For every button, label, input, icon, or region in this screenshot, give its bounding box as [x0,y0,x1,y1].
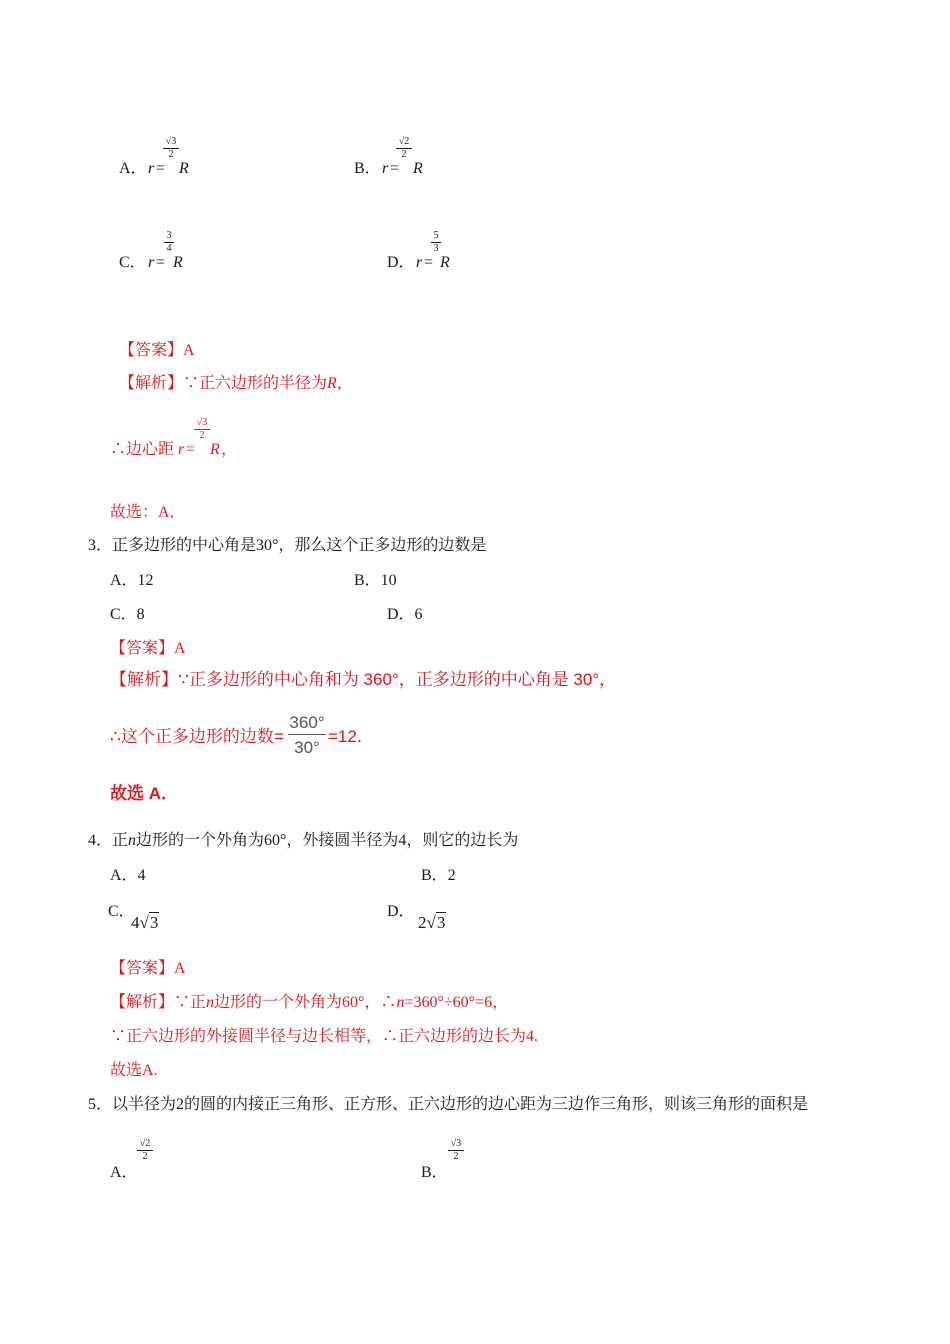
q4-analysis-line1: 【解析】∵正n边形的一个外角为60°，∴n=360°÷60°=6， [110,994,509,1011]
var-r: r [382,160,389,177]
analysis-label: 【解析】 [110,994,175,1011]
q3-answer: 【答案】A [110,640,186,657]
option-letter: B． [354,160,381,177]
fraction: √3 2 [448,1139,464,1162]
q3-option-d[interactable]: D．6 [387,606,423,623]
q2-conclusion: 故选：A． [110,504,186,521]
option-letter: A． [110,1164,138,1181]
fraction: 5 3 [431,231,441,254]
q2-analysis-line1: 【解析】∵正六边形的半径为R， [119,375,353,392]
option-letter: D． [387,903,415,920]
q3-conclusion: 故选 A． [110,784,178,803]
q3-option-a[interactable]: A．12 [110,572,154,589]
var-r: r [416,254,423,271]
fraction: 3 4 [164,231,174,254]
var-r: r [148,160,155,177]
fraction: √2 2 [137,1139,153,1162]
option-letter: C． [108,903,135,920]
fraction: √3 2 [194,418,210,441]
equals: = [156,254,166,271]
fraction: √2 2 [396,137,412,160]
q3-option-c[interactable]: C．8 [110,606,145,623]
q4-stem: 4．正n边形的一个外角为60°，外接圆半径为4，则它的边长为 [88,832,519,849]
q5-stem: 5．以半径为2的圆的内接正三角形、正方形、正六边形的边心距为三边作三角形，则该三角形的面积是 [88,1096,809,1113]
q4-conclusion: 故选A. [110,1062,158,1079]
equals: = [390,160,400,177]
q4-option-a[interactable]: A．4 [110,867,146,884]
q3-stem: 3．正多边形的中心角是30°，那么这个正多边形的边数是 [88,537,487,554]
radical-expression: 2√3 [418,913,446,932]
option-letter: D． [387,254,415,271]
q4-option-b[interactable]: B．2 [421,867,456,884]
q3-analysis-line1: 【解析】∵正多边形的中心角和为 360°，正多边形的中心角是 30°， [110,670,617,689]
option-letter: B． [421,1164,448,1181]
var-R: R [179,160,189,177]
var-R: R [413,160,423,177]
option-letter: C． [119,254,146,271]
radical-expression: 4√3 [131,913,159,932]
analysis-label: 【解析】 [119,375,184,392]
var-r: r [148,254,155,271]
q3-option-b[interactable]: B．10 [354,572,397,589]
q2-answer: 【答案】A [119,342,195,359]
q4-analysis-line2: ∵正六边形的外接圆半径与边长相等，∴正六边形的边长为4. [110,1028,539,1045]
fraction: √3 2 [163,137,179,160]
option-letter: A． [119,160,147,177]
fraction: 360° 30° [289,713,325,757]
var-R: R [173,254,183,271]
var-R: R [440,254,450,271]
equals: = [424,254,434,271]
equals: = [156,160,166,177]
q4-answer: 【答案】A [110,960,186,977]
analysis-label: 【解析】 [110,670,178,689]
